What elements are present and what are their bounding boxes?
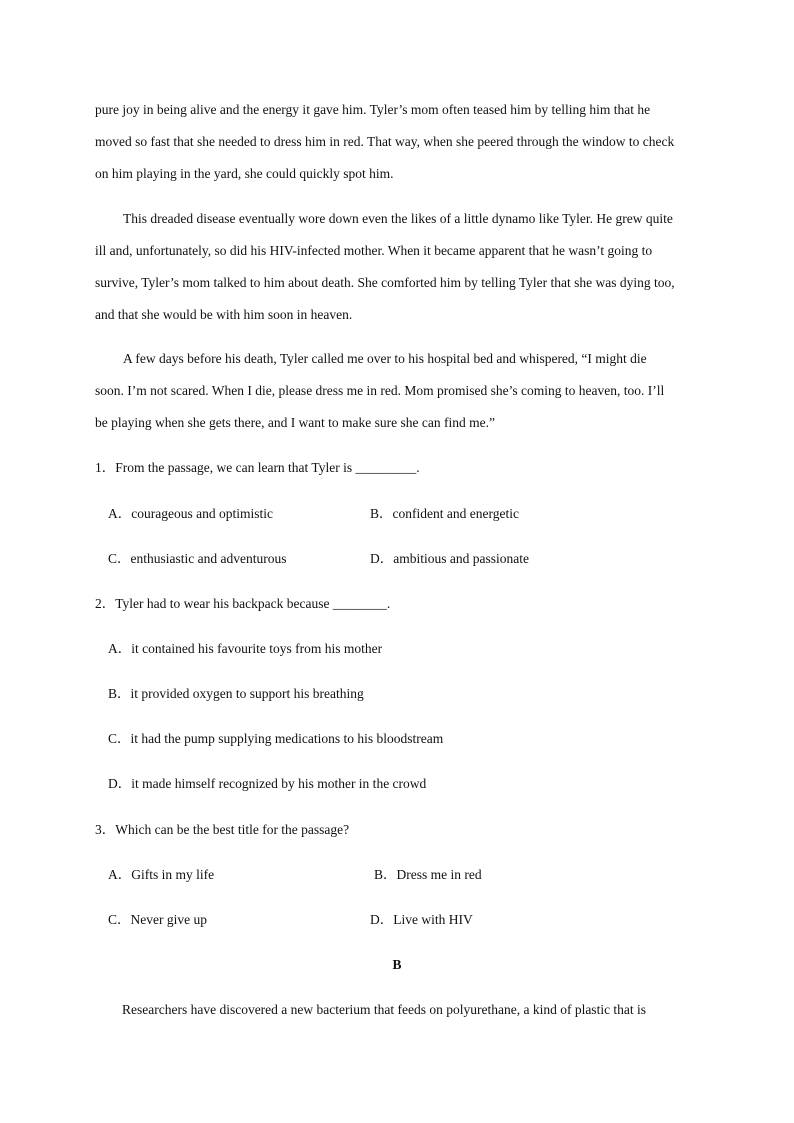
question-3-option-b[interactable]: B．Dress me in red xyxy=(374,867,482,882)
passage-a-para2-line2: ill and, unfortunately, so did his HIV-infected mother. When it became apparent that he wasn’t going to xyxy=(95,243,653,258)
question-3-option-a[interactable]: A．Gifts in my life xyxy=(108,867,215,882)
question-1-option-a[interactable]: A．courageous and optimistic xyxy=(108,506,273,521)
passage-a-para1-line1: pure joy in being alive and the energy it gave him. Tyler’s mom often teased him by telling him that he xyxy=(95,102,651,117)
section-b-intro-line: Researchers have discovered a new bacterium that feeds on polyurethane, a kind of plastic that is xyxy=(122,1002,647,1017)
passage-a-para1-line3: on him playing in the yard, she could quickly spot him. xyxy=(95,166,394,181)
question-1-stem: 1．From the passage, we can learn that Tyler is _________. xyxy=(95,460,420,475)
question-3-stem: 3．Which can be the best title for the passage? xyxy=(95,822,350,837)
section-b-heading: B xyxy=(392,957,402,972)
passage-a-para3-line2: soon. I’m not scared. When I die, please dress me in red. Mom promised she’s coming to heaven, too. I’ll xyxy=(95,383,665,398)
question-2-option-a[interactable]: A．it contained his favourite toys from his mother xyxy=(108,641,383,656)
question-3-option-c[interactable]: C．Never give up xyxy=(108,912,207,927)
question-2-option-b[interactable]: B．it provided oxygen to support his breathing xyxy=(108,686,364,701)
passage-a-para2-line3: survive, Tyler’s mom talked to him about death. She comforted him by telling Tyler that she was dying too, xyxy=(95,275,675,290)
passage-a-para2-line4: and that she would be with him soon in heaven. xyxy=(95,307,353,322)
question-1-option-d[interactable]: D．ambitious and passionate xyxy=(370,551,529,566)
question-3-option-d[interactable]: D．Live with HIV xyxy=(370,912,473,927)
question-1-option-c[interactable]: C．enthusiastic and adventurous xyxy=(108,551,287,566)
passage-a-para3-line1: A few days before his death, Tyler called me over to his hospital bed and whispered, “I might die xyxy=(123,351,647,366)
passage-a-para3-line3: be playing when she gets there, and I want to make sure she can find me.” xyxy=(95,415,495,430)
question-2-option-d[interactable]: D．it made himself recognized by his mother in the crowd xyxy=(108,776,427,791)
question-1-option-b[interactable]: B．confident and energetic xyxy=(370,506,519,521)
question-2-stem: 2．Tyler had to wear his backpack because ________. xyxy=(95,596,391,611)
passage-a-para1-line2: moved so fast that she needed to dress him in red. That way, when she peered through the window to check xyxy=(95,134,675,149)
question-2-option-c[interactable]: C．it had the pump supplying medications to his bloodstream xyxy=(108,731,444,746)
passage-a-para2-line1: This dreaded disease eventually wore down even the likes of a little dynamo like Tyler. He grew quite xyxy=(123,211,673,226)
